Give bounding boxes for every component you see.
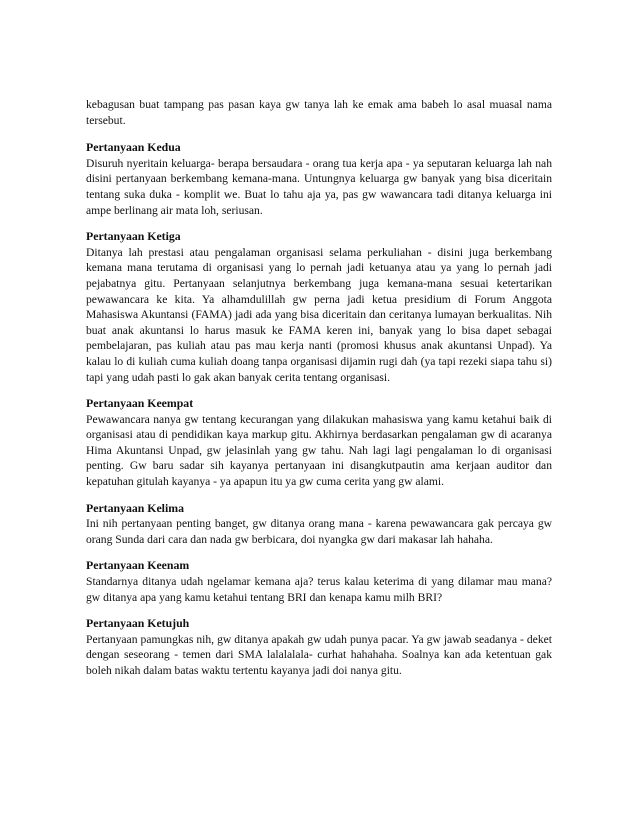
section-heading: Pertanyaan Keenam <box>86 558 190 573</box>
section-heading: Pertanyaan Ketujuh <box>86 616 190 631</box>
section-keenam <box>86 558 552 605</box>
intro-paragraph: kebagusan buat tampang pas pasan kaya gw tanya lah ke emak ama babeh lo asal muasal nama tersebut. <box>86 98 552 127</box>
section-kedua <box>86 140 552 218</box>
section-body: Ini nih pertanyaan penting banget, gw ditanya orang mana - karena pewawancara gak percaya gw orang Sunda dari cara dan nada gw berbicara, doi nyangka gw dari makasar lah hahaha. <box>86 517 552 546</box>
section-body: Disuruh nyeritain keluarga- berapa bersaudara - orang tua kerja apa - ya seputaran keluarga lah nah disini pertanyaan berkembang kemana-mana. Untungnya keluarga gw banyak yang bisa diceritain tentang suka duka - komplit we. Buat lo tahu aja ya, pas gw wawancara tadi ditanya keluarga ini ampe berlinang air mata loh, seriusan. <box>86 156 552 217</box>
section-heading: Pertanyaan Kedua <box>86 140 181 155</box>
section-body: Pewawancara nanya gw tentang kecurangan yang dilakukan mahasiswa yang kamu ketahui baik di organisasi atau di pendidikan kaya markup gitu. Akhirnya berdasarkan pengalaman gw di acaranya Hima Akuntansi Unpad, gw jelasinlah yang gw tahu. Nah lagi lagi pengalaman lo di organisasi penting. Gw baru sadar sih kayanya pertanyaan ini disangkutpautin ama kerjaan auditor dan kepatuhan gitulah kayanya - ya apapun itu ya gw cuma cerita yang gw alami. <box>86 412 552 489</box>
section-heading: Pertanyaan Ketiga <box>86 229 181 244</box>
section-heading: Pertanyaan Keempat <box>86 396 194 411</box>
section-heading: Pertanyaan Kelima <box>86 500 184 515</box>
section-keempat <box>86 396 552 490</box>
section-ketiga <box>86 229 552 385</box>
section-body: Standarnya ditanya udah ngelamar kemana aja? terus kalau keterima di yang dilamar mau mana? gw ditanya apa yang kamu ketahui tentang BRI dan kenapa kamu milh BRI? <box>86 575 552 604</box>
section-ketujuh <box>86 616 552 678</box>
section-body: Ditanya lah prestasi atau pengalaman organisasi selama perkuliahan - disini juga berkembang kemana mana terutama di organisasi yang lo pernah jadi ketuanya atau ya yang lo pernah jadi pejabatnya gitu. Pertanyaan selanjutnya berkembang juga kemana-mana sesuai ketertarikan pewawancara ke kita. Ya alhamdulillah gw perna jadi ketua presidium di Forum Anggota Mahasiswa Akuntansi (FAMA) jadi ada yang bisa diceritain dan ceritanya lumayan berkualitas. Nih buat anak akuntansi lo harus masuk ke FAMA keren ini, banyak yang lo bisa dapet sebagai pembelajaran, pas kuliah atau pas mau kerja nanti (promosi khusus anak akuntansi Unpad). Ya kalau lo di kuliah cuma kuliah doang tanpa organisasi dijamin rugi dah (ya tapi rezeki siapa tahu si) tapi yang udah pasti lo gak akan banyak cerita tentang organisasi. <box>86 245 552 384</box>
document-page <box>86 97 552 690</box>
section-body: Pertanyaan pamungkas nih, gw ditanya apakah gw udah punya pacar. Ya gw jawab seadanya - deket dengan seseorang - temen dari SMA lalalalala- curhat hahahaha. Soalnya kan ada ketentuan gak boleh nikah dalam batas waktu tertentu kayanya jadi doi nanya gitu. <box>86 632 552 677</box>
section-kelima <box>86 501 552 548</box>
